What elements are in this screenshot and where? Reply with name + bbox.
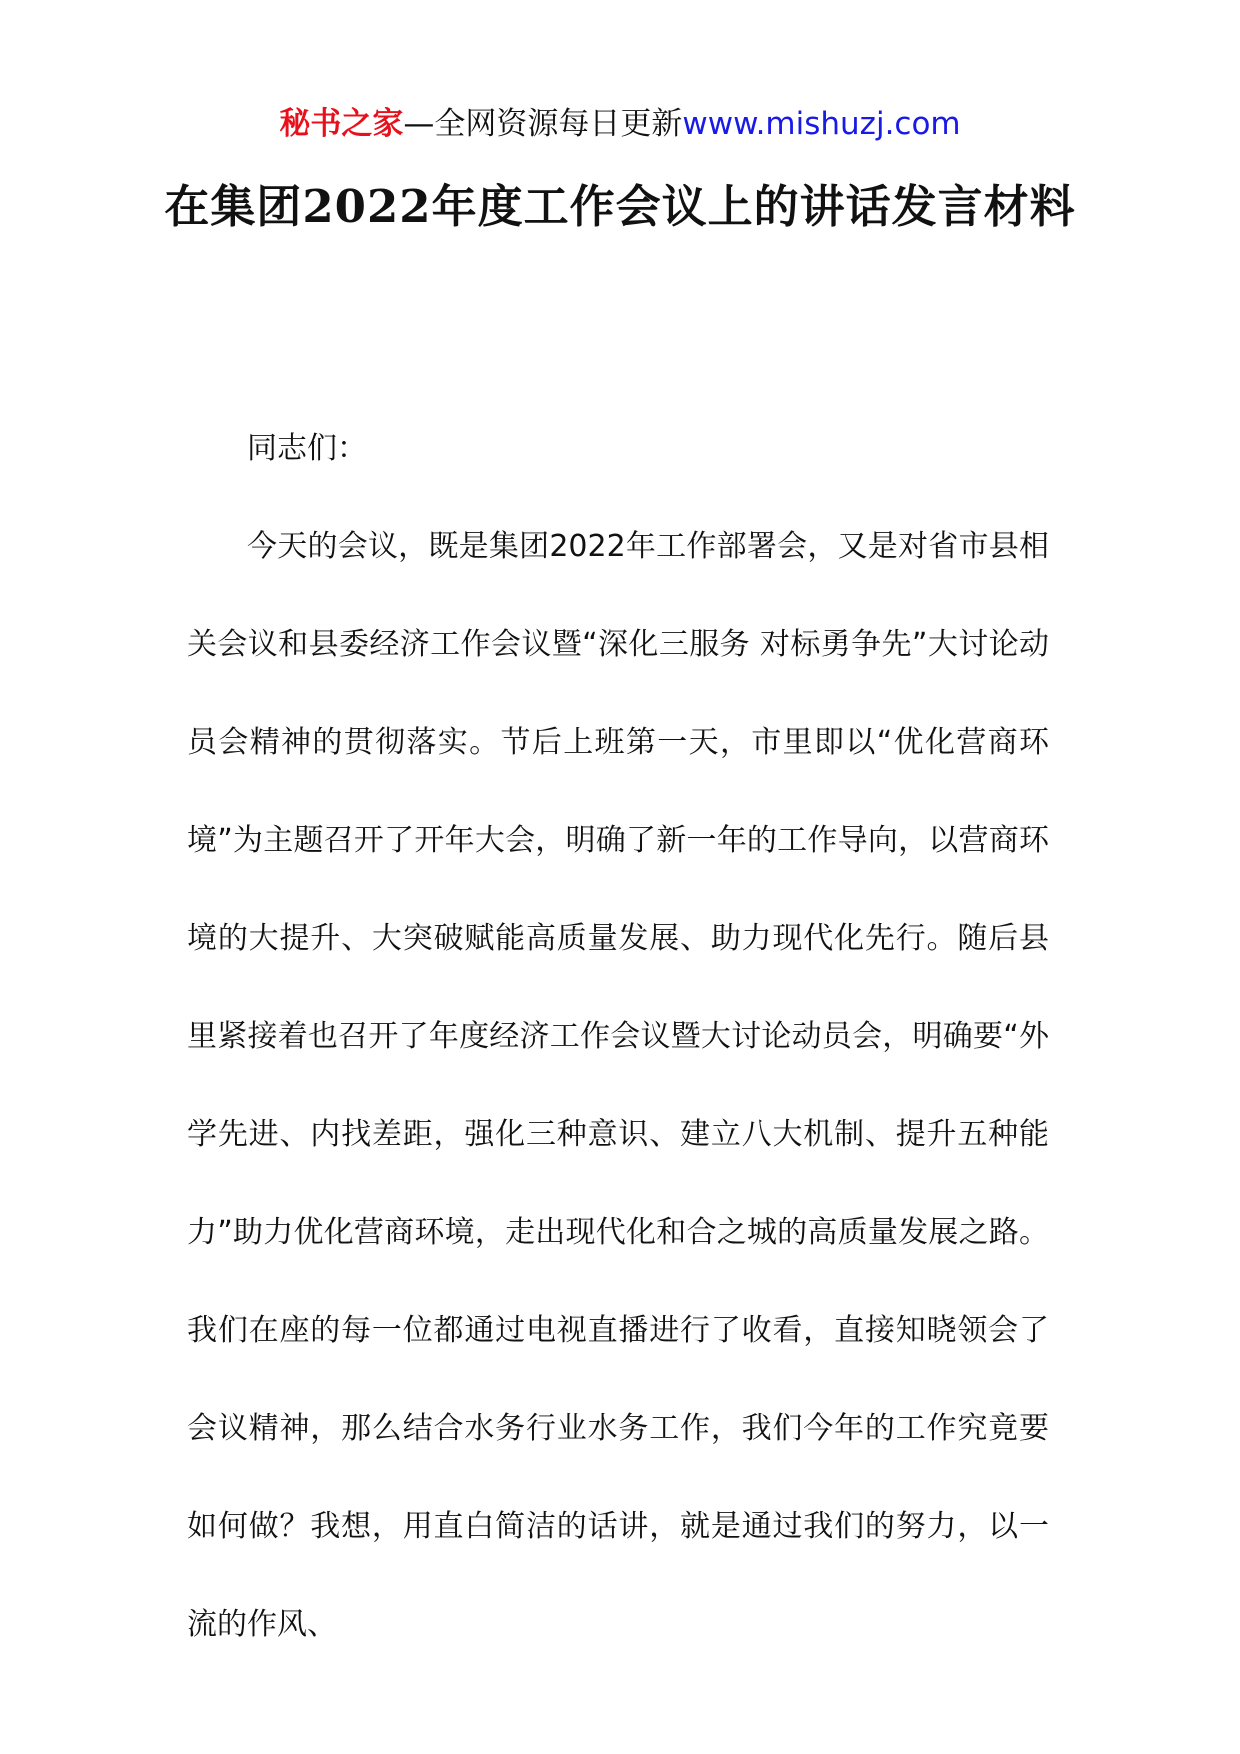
salutation: 同志们： xyxy=(247,431,367,466)
site-brand: 秘书之家 xyxy=(279,106,404,142)
site-url-link[interactable]: www.mishuzj.com xyxy=(682,106,961,142)
document-title: 在集团2022年度工作会议上的讲话发言材料 xyxy=(164,180,1076,233)
site-tagline: —全网资源每日更新 xyxy=(403,106,683,142)
site-header xyxy=(0,104,1240,144)
document-body xyxy=(187,400,1049,1674)
body-paragraph: 今天的会议，既是集团2022年工作部署会，又是对省市县相关会议和县委经济工作会议暨“深化三服务 对标勇争先”大讨论动员会精神的贯彻落实。节后上班第一天，市里即以“优化营商环境”为主题召开了开年大会，明确了新一年的工作导向，以营商环境的大提升、大突破赋能高质量发展、助力现代化先行。随后县里紧接着也召开了年度经济工作会议暨大讨论动员会，明确要“外学先进、内找差距，强化三种意识、建立八大机制、提升五种能力”助力优化营商环境，走出现代化和合之城的高质量发展之路。我们在座的每一位都通过电视直播进行了收看，直接知晓领会了会议精神，那么结合水务行业水务工作，我们今年的工作究竟要如何做？我想，用直白简洁的话讲，就是通过我们的努力，以一流的作风、 xyxy=(187,529,1049,1642)
